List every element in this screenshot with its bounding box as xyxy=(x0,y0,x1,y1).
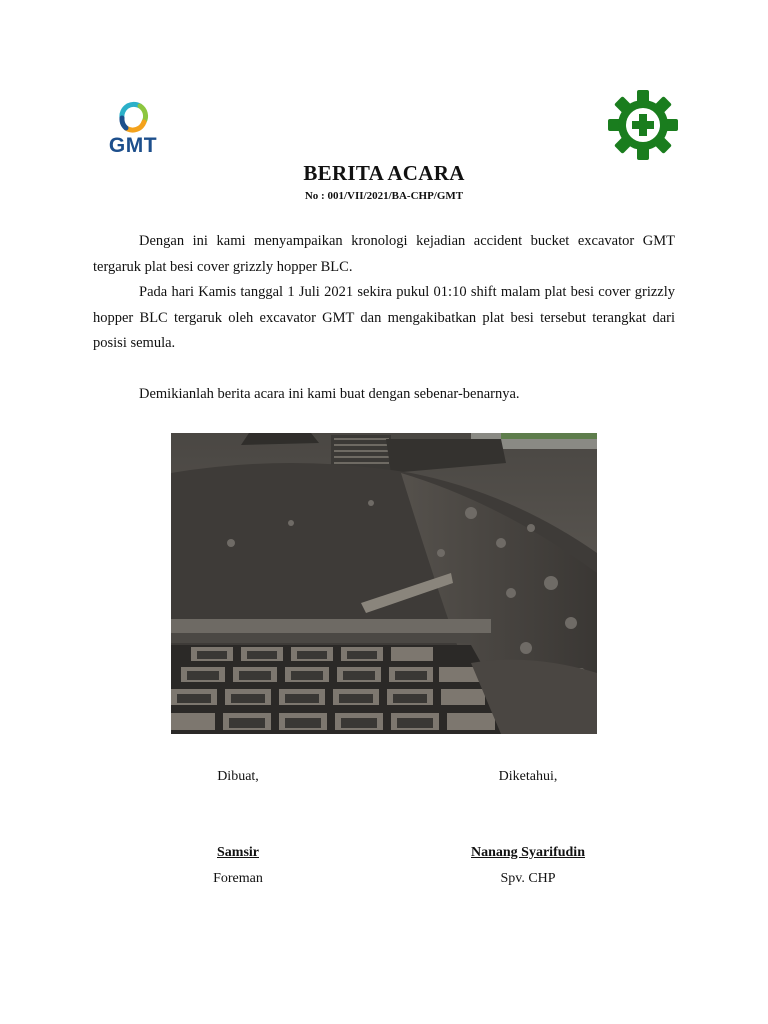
signature-name-approver: Nanang Syarifudin xyxy=(471,845,585,860)
signature-label-acknowledged: Diketahui, xyxy=(498,769,558,784)
hopper-photo-image xyxy=(171,433,597,734)
signature-role-approver: Spv. CHP xyxy=(500,871,556,886)
gear-cross-icon xyxy=(607,89,679,161)
k3-safety-logo xyxy=(607,89,679,161)
gmt-logo-text: GMT xyxy=(108,134,158,157)
incident-photo xyxy=(171,433,597,734)
gmt-logo-mark xyxy=(100,98,164,138)
document-number: No : 001/VII/2021/BA-CHP/GMT xyxy=(304,190,464,202)
signature-role-creator: Foreman xyxy=(213,871,263,886)
grizzly-grid xyxy=(171,645,521,734)
document-title: BERITA ACARA xyxy=(303,161,465,185)
paragraph-intro: Dengan ini kami menyampaikan kronologi kejadian accident bucket excavator GMT tergaruk plat besi cover grizzly hopper BLC. xyxy=(93,233,675,275)
signature-block-creator xyxy=(168,769,308,899)
signature-block-approver xyxy=(438,769,618,899)
signature-label-made: Dibuat, xyxy=(217,769,259,784)
document-body xyxy=(93,229,675,407)
paragraph-closing: Demikianlah berita acara ini kami buat dengan sebenar-benarnya. xyxy=(139,385,520,402)
signature-name-creator: Samsir xyxy=(217,845,259,860)
paragraph-chronology: Pada hari Kamis tanggal 1 Juli 2021 sekira pukul 01:10 shift malam plat besi cover grizzly hopper BLC tergaruk oleh excavator GMT dan mengakibatkan plat besi tersebut terangkat dari posisi semula. xyxy=(93,284,675,351)
gmt-logo xyxy=(100,98,164,160)
